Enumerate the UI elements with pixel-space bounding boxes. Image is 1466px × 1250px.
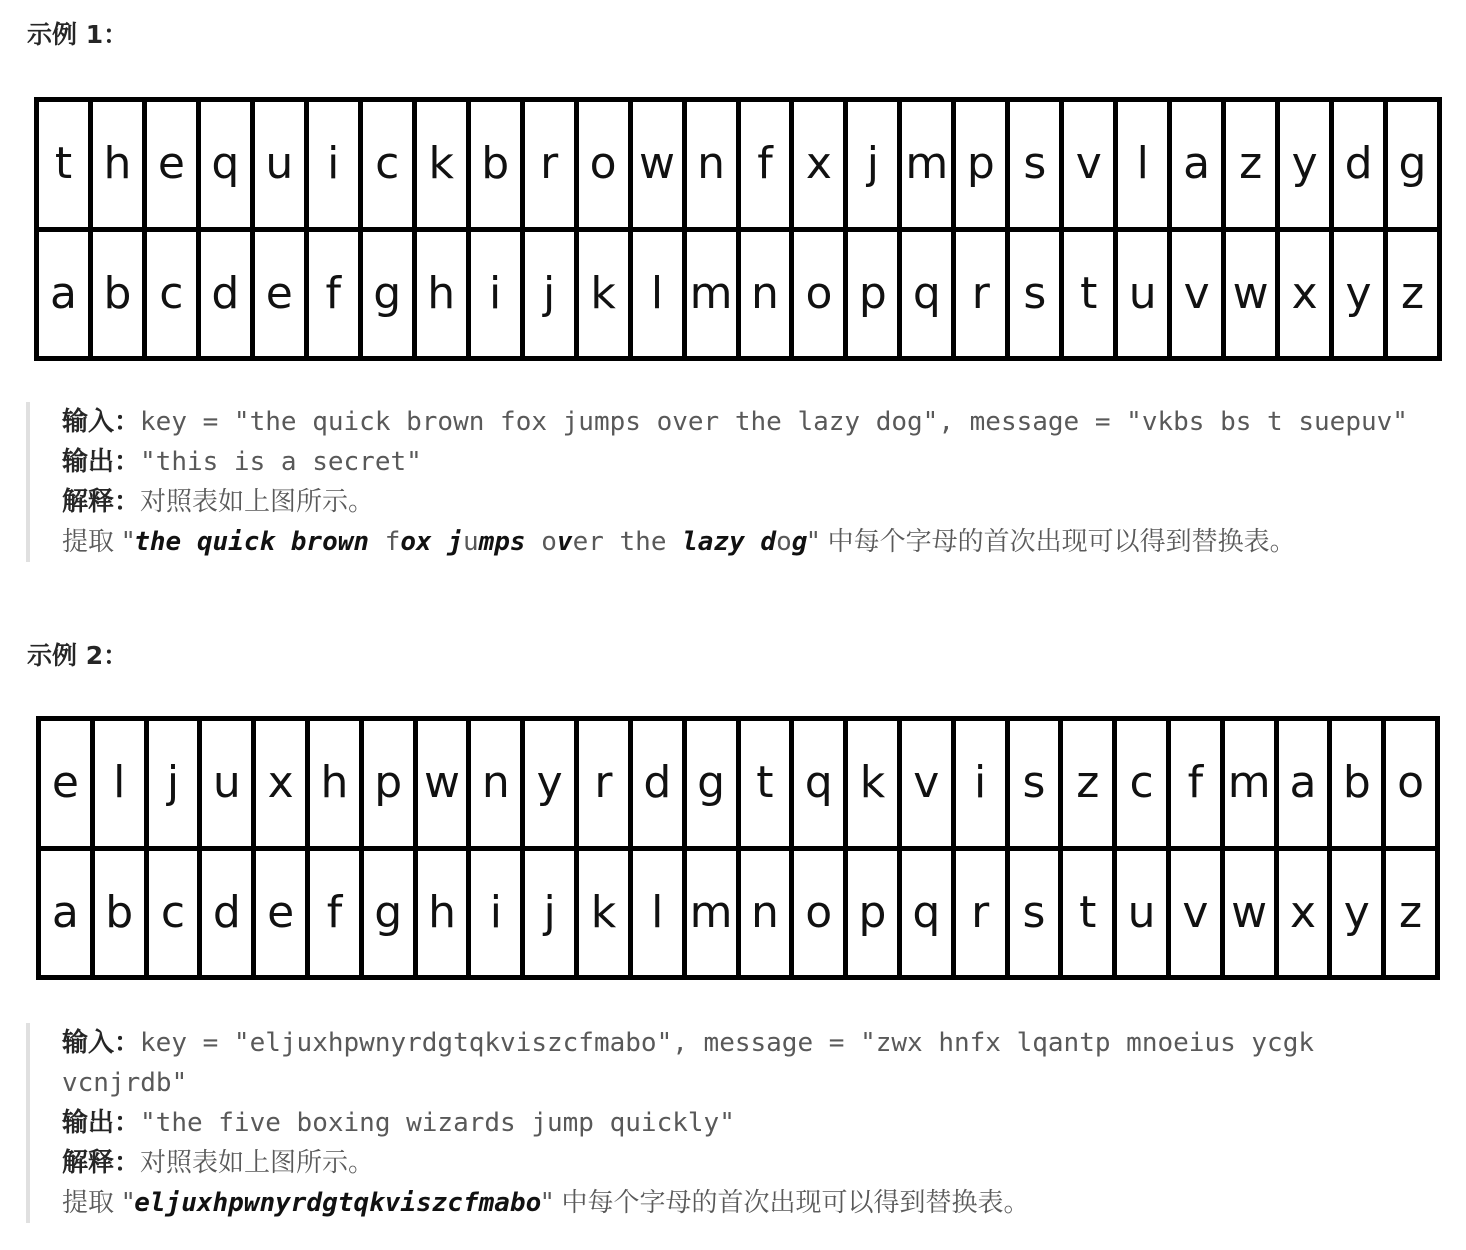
cipher-cell: s xyxy=(1010,721,1059,846)
extract-suffix: " 中每个字母的首次出现可以得到替换表。 xyxy=(541,1188,1030,1218)
plain-cell: v xyxy=(1172,232,1221,357)
explain-label: 解释： xyxy=(62,487,141,517)
plain-cell: n xyxy=(741,851,790,976)
cipher-cell: s xyxy=(1010,102,1059,227)
cipher-cell: v xyxy=(902,721,951,846)
plain-cell: h xyxy=(418,851,467,976)
plain-cell: w xyxy=(1226,232,1275,357)
plain-cell: m xyxy=(687,851,736,976)
plain-cell: e xyxy=(255,232,304,357)
highlighted-letters: the quick brown xyxy=(134,527,385,557)
cipher-cell: x xyxy=(794,102,843,227)
cipher-cell: a xyxy=(1172,102,1221,227)
plain-cell: e xyxy=(256,851,305,976)
plain-cell: x xyxy=(1279,851,1328,976)
cipher-cell: m xyxy=(1225,721,1274,846)
extract-prefix: 提取 " xyxy=(62,1188,135,1218)
input-text: key = "the quick brown fox jumps over the lazy dog", message = "vkbs bs t suepuv" xyxy=(140,407,1408,437)
plain-cell: u xyxy=(1118,232,1167,357)
plain-cell: g xyxy=(363,232,412,357)
highlighted-letters: j xyxy=(447,527,463,557)
plain-cell: w xyxy=(1225,851,1274,976)
cipher-cell: b xyxy=(471,102,520,227)
plain-letters: u xyxy=(462,527,479,557)
plain-cell: h xyxy=(417,232,466,357)
explain-label: 解释： xyxy=(62,1148,141,1178)
highlighted-letters: eljuxhpwnyrdgtqkviszcfmabo xyxy=(134,1188,542,1218)
plain-cell: u xyxy=(1117,851,1166,976)
cipher-cell: o xyxy=(579,102,628,227)
extract-line xyxy=(62,522,1446,562)
cipher-cell: e xyxy=(147,102,196,227)
extract-prefix: 提取 " xyxy=(62,527,135,557)
cipher-cell: g xyxy=(1388,102,1437,227)
plain-cell: j xyxy=(525,851,574,976)
cipher-cell: w xyxy=(418,721,467,846)
output-label: 输出： xyxy=(62,1108,141,1138)
cipher-cell: n xyxy=(471,721,520,846)
cipher-cell: q xyxy=(201,102,250,227)
plain-letters: er the xyxy=(572,527,683,557)
cipher-cell: z xyxy=(1226,102,1275,227)
cipher-cell: l xyxy=(95,721,144,846)
plain-cell: i xyxy=(471,232,520,357)
output-line xyxy=(62,442,1446,482)
plain-cell: i xyxy=(471,851,520,976)
example-1-heading: 示例 1： xyxy=(27,20,129,49)
plain-letters: o xyxy=(776,527,792,557)
cipher-cell: r xyxy=(579,721,628,846)
extract-suffix: " 中每个字母的首次出现可以得到替换表。 xyxy=(807,527,1296,557)
plain-cell: l xyxy=(633,851,682,976)
plain-cell: a xyxy=(41,851,90,976)
plain-cell: d xyxy=(202,851,251,976)
plain-cell: q xyxy=(902,232,951,357)
highlighted-letters: lazy xyxy=(682,527,745,557)
plain-cell: r xyxy=(956,851,1005,976)
cipher-cell: j xyxy=(848,102,897,227)
plain-cell: z xyxy=(1388,232,1437,357)
cipher-cell: r xyxy=(525,102,574,227)
highlighted-letters: d xyxy=(760,527,777,557)
cipher-cell: v xyxy=(1064,102,1113,227)
cipher-cell: w xyxy=(633,102,682,227)
plain-letters xyxy=(745,527,761,557)
cipher-cell: a xyxy=(1279,721,1328,846)
extract-line xyxy=(62,1183,1446,1223)
output-label: 输出： xyxy=(62,447,141,477)
cipher-cell: e xyxy=(41,721,90,846)
highlighted-letters: ox xyxy=(400,527,448,557)
input-label: 输入： xyxy=(62,407,141,437)
cipher-cell: i xyxy=(309,102,358,227)
cipher-cell: y xyxy=(1280,102,1329,227)
output-line xyxy=(62,1103,1446,1143)
plain-cell: t xyxy=(1063,851,1112,976)
cipher-cell: u xyxy=(255,102,304,227)
plain-cell: c xyxy=(147,232,196,357)
plain-letters: o xyxy=(525,527,557,557)
plain-cell: y xyxy=(1334,232,1383,357)
cipher-cell: t xyxy=(741,721,790,846)
plain-cell: z xyxy=(1386,851,1435,976)
plain-cell: g xyxy=(364,851,413,976)
cipher-cell: c xyxy=(363,102,412,227)
mapping-table-2 xyxy=(36,716,1440,980)
cipher-cell: m xyxy=(902,102,951,227)
cipher-cell: c xyxy=(1117,721,1166,846)
plain-cell: b xyxy=(95,851,144,976)
cipher-cell: h xyxy=(310,721,359,846)
plain-cell: n xyxy=(741,232,790,357)
cipher-cell: y xyxy=(525,721,574,846)
highlighted-letters: mps xyxy=(478,527,526,557)
cipher-cell: o xyxy=(1386,721,1435,846)
output-text: "the five boxing wizards jump quickly" xyxy=(140,1108,735,1138)
highlighted-letters: v xyxy=(556,527,573,557)
highlighted-letters: g xyxy=(791,527,808,557)
cipher-cell: l xyxy=(1118,102,1167,227)
plain-cell: j xyxy=(525,232,574,357)
cipher-cell: q xyxy=(794,721,843,846)
cipher-cell: d xyxy=(1334,102,1383,227)
input-line xyxy=(62,402,1446,442)
plain-cell: x xyxy=(1280,232,1329,357)
plain-letters: f xyxy=(384,527,401,557)
cipher-cell: h xyxy=(93,102,142,227)
input-label: 输入： xyxy=(62,1028,141,1058)
cipher-cell: j xyxy=(149,721,198,846)
cipher-cell: k xyxy=(848,721,897,846)
cipher-cell: k xyxy=(417,102,466,227)
plain-cell: d xyxy=(201,232,250,357)
plain-cell: q xyxy=(902,851,951,976)
mapping-table-1 xyxy=(34,97,1442,361)
plain-cell: p xyxy=(848,851,897,976)
plain-cell: p xyxy=(848,232,897,357)
cipher-cell: f xyxy=(741,102,790,227)
cipher-cell: p xyxy=(364,721,413,846)
plain-cell: v xyxy=(1171,851,1220,976)
explain-line xyxy=(62,482,1446,522)
cipher-cell: x xyxy=(256,721,305,846)
plain-cell: k xyxy=(579,851,628,976)
plain-cell: b xyxy=(93,232,142,357)
cipher-cell: b xyxy=(1332,721,1381,846)
output-text: "this is a secret" xyxy=(140,447,422,477)
explain-text: 对照表如上图所示。 xyxy=(140,1148,375,1178)
plain-cell: s xyxy=(1010,851,1059,976)
plain-cell: o xyxy=(794,232,843,357)
plain-cell: k xyxy=(579,232,628,357)
plain-cell: a xyxy=(39,232,88,357)
plain-cell: y xyxy=(1332,851,1381,976)
example-1-block xyxy=(26,402,1446,562)
explain-text: 对照表如上图所示。 xyxy=(140,487,375,517)
cipher-cell: t xyxy=(39,102,88,227)
plain-cell: r xyxy=(956,232,1005,357)
plain-cell: f xyxy=(309,232,358,357)
explain-line xyxy=(62,1143,1446,1183)
plain-cell: m xyxy=(687,232,736,357)
plain-cell: t xyxy=(1064,232,1113,357)
cipher-cell: d xyxy=(633,721,682,846)
input-text: key = "eljuxhpwnyrdgtqkviszcfmabo", message = "zwx hnfx lqantp mnoeius ycgk vcnjrdb" xyxy=(62,1028,1330,1098)
input-line xyxy=(62,1023,1446,1103)
cipher-cell: g xyxy=(687,721,736,846)
plain-cell: c xyxy=(149,851,198,976)
cipher-cell: f xyxy=(1171,721,1220,846)
cipher-cell: z xyxy=(1063,721,1112,846)
plain-cell: o xyxy=(794,851,843,976)
cipher-cell: p xyxy=(956,102,1005,227)
example-2-heading: 示例 2： xyxy=(27,641,129,670)
cipher-cell: i xyxy=(956,721,1005,846)
plain-cell: f xyxy=(310,851,359,976)
example-2-block xyxy=(26,1023,1446,1223)
cipher-cell: n xyxy=(687,102,736,227)
cipher-cell: u xyxy=(202,721,251,846)
plain-cell: l xyxy=(633,232,682,357)
plain-cell: s xyxy=(1010,232,1059,357)
